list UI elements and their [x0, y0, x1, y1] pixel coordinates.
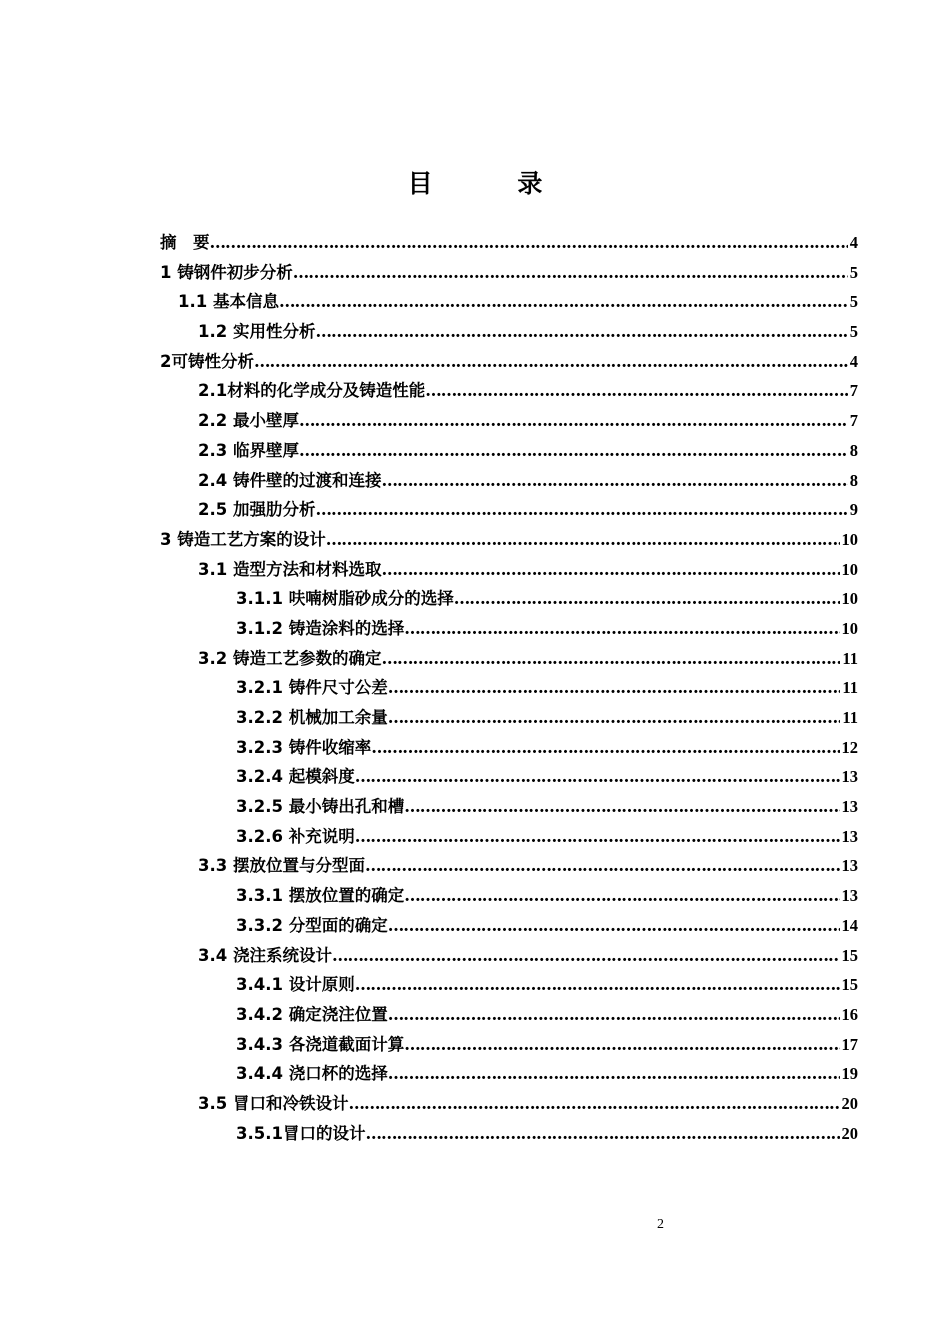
toc-entry-label: 2可铸性分析 — [160, 351, 254, 371]
toc-entry-page: 13 — [841, 797, 858, 817]
leader-dots — [279, 287, 848, 317]
leader-dots — [388, 703, 841, 733]
toc-entry[interactable] — [160, 851, 858, 881]
toc-entry-label: 2.3 临界壁厚 — [198, 440, 299, 460]
leader-dots — [365, 851, 840, 881]
leader-dots — [404, 881, 839, 911]
toc-entry-label: 3.2.3 铸件收缩率 — [236, 737, 372, 757]
toc-entry-label: 2.1材料的化学成分及铸造性能 — [198, 381, 426, 401]
toc-entry-page: 19 — [841, 1064, 858, 1084]
toc-entry[interactable] — [160, 614, 858, 644]
leader-dots — [381, 644, 840, 674]
toc-entry[interactable] — [160, 1059, 858, 1089]
toc-entry-label: 3.2 铸造工艺参数的确定 — [198, 648, 382, 668]
toc-entry-page: 15 — [841, 945, 858, 965]
toc-entry-label: 2.2 最小壁厚 — [198, 411, 299, 431]
toc-entry[interactable] — [160, 258, 858, 288]
leader-dots — [388, 911, 840, 941]
toc-entry[interactable] — [160, 436, 858, 466]
leader-dots — [371, 733, 839, 763]
toc-entry-page: 16 — [841, 1004, 858, 1024]
toc-entry-label: 3.5 冒口和冷铁设计 — [198, 1093, 349, 1113]
toc-entry-page: 11 — [842, 648, 858, 668]
toc-entry-label: 3 铸造工艺方案的设计 — [160, 529, 326, 549]
toc-entry[interactable] — [160, 287, 858, 317]
toc-entry-page: 4 — [849, 351, 858, 371]
leader-dots — [388, 1059, 840, 1089]
toc-entry-page: 14 — [841, 915, 858, 935]
leader-dots — [210, 228, 848, 258]
toc-entry[interactable] — [160, 703, 858, 733]
toc-entry-page: 9 — [849, 500, 858, 520]
leader-dots — [332, 941, 840, 971]
toc-entry[interactable] — [160, 525, 858, 555]
toc-entry[interactable] — [160, 406, 858, 436]
leader-dots — [355, 762, 840, 792]
toc-entry-page: 12 — [841, 737, 858, 757]
toc-entry[interactable] — [160, 228, 858, 258]
toc-entry-label: 3.1 造型方法和材料选取 — [198, 559, 382, 579]
toc-entry-label: 3.3.1 摆放位置的确定 — [236, 886, 405, 906]
toc-entry-page: 5 — [849, 292, 858, 312]
toc-entry-page: 4 — [849, 233, 858, 252]
toc-entry-label: 3.2.5 最小铸出孔和槽 — [236, 797, 405, 817]
toc-entry[interactable] — [160, 584, 858, 614]
page-number: 2 — [657, 1217, 664, 1232]
toc-entry[interactable] — [160, 881, 858, 911]
leader-dots — [404, 1030, 839, 1060]
leader-dots — [388, 673, 841, 703]
toc-entry-page: 5 — [849, 322, 858, 342]
toc-entry-label: 3.2.6 补充说明 — [236, 826, 355, 846]
toc-entry-label: 3.2.4 起模斜度 — [236, 767, 355, 787]
toc-entry-page: 13 — [841, 886, 858, 906]
toc-entry[interactable] — [160, 911, 858, 941]
toc-entry[interactable] — [160, 762, 858, 792]
toc-entry-label: 3.1.1 呋喃树脂砂成分的选择 — [236, 589, 454, 609]
toc-entry-label: 2.5 加强肋分析 — [198, 500, 316, 520]
toc-entry[interactable] — [160, 317, 858, 347]
leader-dots — [326, 525, 840, 555]
toc-entry-label: 3.4.2 确定浇注位置 — [236, 1004, 388, 1024]
toc-entry[interactable] — [160, 673, 858, 703]
toc-entry-label: 3.4.1 设计原则 — [236, 975, 355, 995]
toc-entry-label: 3.4 浇注系统设计 — [198, 945, 332, 965]
toc-entry[interactable] — [160, 466, 858, 496]
toc-entry-page: 10 — [841, 589, 858, 609]
leader-dots — [365, 1119, 839, 1149]
toc-entry-page: 8 — [849, 470, 858, 490]
leader-dots — [425, 376, 848, 406]
toc-entry-page: 10 — [841, 529, 858, 549]
leader-dots — [355, 822, 840, 852]
toc-entry-page: 8 — [849, 440, 858, 460]
toc-entry[interactable] — [160, 644, 858, 674]
leader-dots — [315, 317, 847, 347]
toc-entry[interactable] — [160, 733, 858, 763]
toc-entry-label: 1 铸钢件初步分析 — [160, 262, 293, 282]
toc-entry[interactable] — [160, 970, 858, 1000]
table-of-contents — [160, 228, 858, 1148]
toc-entry-label: 3.2.1 铸件尺寸公差 — [236, 678, 388, 698]
toc-entry-page: 10 — [841, 559, 858, 579]
toc-entry-label: 3.4.3 各浇道截面计算 — [236, 1034, 405, 1054]
toc-entry-page: 11 — [842, 678, 858, 698]
toc-entry-label: 1.1 基本信息 — [178, 292, 279, 312]
toc-entry-label: 摘 要 — [160, 233, 210, 252]
toc-entry-label: 3.3 摆放位置与分型面 — [198, 856, 365, 876]
leader-dots — [348, 1089, 839, 1119]
toc-entry-label: 3.4.4 浇口杯的选择 — [236, 1064, 388, 1084]
leader-dots — [404, 792, 839, 822]
toc-entry-label: 3.5.1冒口的设计 — [236, 1123, 366, 1143]
leader-dots — [355, 970, 840, 1000]
toc-entry-label: 2.4 铸件壁的过渡和连接 — [198, 470, 382, 490]
toc-entry-page: 10 — [841, 618, 858, 638]
toc-entry-page: 11 — [842, 708, 858, 727]
leader-dots — [381, 466, 847, 496]
toc-entry-page: 13 — [841, 767, 858, 787]
toc-entry[interactable] — [160, 376, 858, 406]
leader-dots — [388, 1000, 840, 1030]
toc-entry[interactable] — [160, 1000, 858, 1030]
toc-title: 目 录 — [407, 169, 581, 198]
leader-dots — [454, 584, 840, 614]
toc-entry-page: 13 — [841, 826, 858, 846]
toc-entry[interactable] — [160, 555, 858, 585]
toc-entry-label: 1.2 实用性分析 — [198, 322, 316, 342]
toc-entry-page: 15 — [841, 975, 858, 995]
leader-dots — [404, 614, 839, 644]
toc-entry-label: 3.2.2 机械加工余量 — [236, 708, 388, 727]
toc-entry[interactable] — [160, 347, 858, 377]
toc-entry[interactable] — [160, 941, 858, 971]
leader-dots — [381, 555, 839, 585]
leader-dots — [299, 436, 848, 466]
toc-entry-page: 5 — [849, 262, 858, 282]
toc-entry-page: 17 — [841, 1034, 858, 1054]
toc-entry[interactable] — [160, 792, 858, 822]
toc-entry[interactable] — [160, 1119, 858, 1149]
toc-entry[interactable] — [160, 495, 858, 525]
toc-entry-label: 3.1.2 铸造涂料的选择 — [236, 618, 405, 638]
toc-entry[interactable] — [160, 1030, 858, 1060]
toc-entry-page: 7 — [849, 381, 858, 401]
leader-dots — [299, 406, 848, 436]
toc-entry[interactable] — [160, 1089, 858, 1119]
toc-entry-label: 3.3.2 分型面的确定 — [236, 915, 388, 935]
toc-entry-page: 20 — [841, 1093, 858, 1113]
leader-dots — [293, 258, 848, 288]
toc-entry[interactable] — [160, 822, 858, 852]
leader-dots — [315, 495, 847, 525]
toc-entry-page: 7 — [849, 411, 858, 431]
leader-dots — [254, 347, 848, 377]
toc-entry-page: 13 — [841, 856, 858, 876]
toc-entry-page: 20 — [841, 1123, 858, 1143]
